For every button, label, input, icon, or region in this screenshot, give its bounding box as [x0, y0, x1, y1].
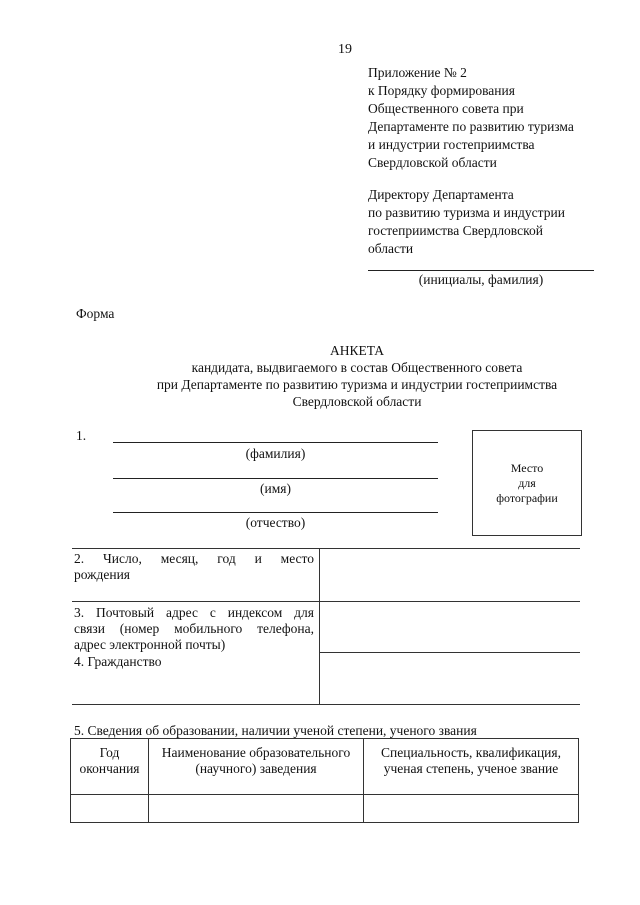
- questionnaire-title: [0, 342, 640, 410]
- info-row-birth-line: 2. Число, месяц, год и место: [74, 551, 314, 566]
- info-row-citizenship-line: 4. Гражданство: [74, 654, 162, 669]
- title-line: при Департаменте по развитию туризма и индустрии гостеприимства: [156, 377, 558, 392]
- institution-cell[interactable]: [149, 795, 364, 823]
- patronymic-caption: (отчество): [245, 515, 306, 530]
- title-line: Свердловской области: [292, 394, 422, 409]
- citizenship-value-cell[interactable]: [322, 655, 578, 702]
- info-table-row-border: [72, 601, 580, 602]
- appendix-line: Департаменте по развитию туризма: [368, 119, 574, 134]
- photo-placeholder: [472, 430, 582, 536]
- addressee-signature-line[interactable]: [368, 270, 594, 271]
- specialty-cell[interactable]: [364, 795, 579, 823]
- appendix-line: к Порядку формирования: [368, 83, 515, 98]
- info-row-address: [74, 605, 314, 653]
- section1-number: 1.: [76, 428, 87, 443]
- surname-field-line[interactable]: [113, 442, 438, 443]
- appendix-line: Приложение № 2: [368, 65, 467, 80]
- info-table-column-divider: [319, 548, 320, 704]
- table-row: [71, 795, 579, 823]
- appendix-line: и индустрии гостеприимства: [368, 137, 535, 152]
- addressee-line: Директору Департамента: [368, 187, 514, 202]
- address-value-cell[interactable]: [322, 604, 578, 650]
- addressee-line: гостеприимства Свердловской: [368, 223, 543, 238]
- form-label: Форма: [76, 306, 115, 321]
- info-row-address-line: 3. Почтовый адрес с индексом для: [74, 605, 314, 620]
- info-table-row-border: [320, 652, 580, 653]
- page-number: 19: [338, 42, 352, 57]
- addressee-line: по развитию туризма и индустрии: [368, 205, 565, 220]
- title-main: АНКЕТА: [329, 343, 385, 358]
- year-cell[interactable]: [71, 795, 149, 823]
- section5-title: 5. Сведения об образовании, наличии ученой степени, ученого звания: [74, 723, 477, 738]
- column-header-institution: Наименование образовательного (научного) заведения: [149, 739, 364, 795]
- surname-caption: (фамилия): [245, 446, 306, 461]
- patronymic-field-line[interactable]: [113, 512, 438, 513]
- info-row-citizenship: [74, 654, 314, 670]
- education-table: [70, 738, 579, 823]
- column-header-year: Год окончания: [71, 739, 149, 795]
- appendix-note: [368, 64, 574, 172]
- appendix-line: Свердловской области: [368, 155, 497, 170]
- firstname-caption: (имя): [260, 481, 291, 496]
- info-table-bottom-border: [72, 704, 580, 705]
- photo-caption-line: для: [518, 475, 536, 490]
- info-row-address-line: адрес электронной почты): [74, 637, 226, 652]
- education-table-header: [71, 739, 579, 795]
- birth-value-cell[interactable]: [322, 551, 578, 599]
- info-row-address-line: связи (номер мобильного телефона,: [74, 621, 314, 636]
- column-header-specialty: Специальность, квалификация, ученая степень, ученое звание: [364, 739, 579, 795]
- appendix-line: Общественного совета при: [368, 101, 524, 116]
- addressee-signature-caption: (инициалы, фамилия): [418, 272, 544, 287]
- firstname-field-line[interactable]: [113, 478, 438, 479]
- title-line: кандидата, выдвигаемого в состав Общественного совета: [191, 360, 523, 375]
- info-row-birth-line: рождения: [74, 567, 131, 582]
- addressee-block: [368, 186, 565, 258]
- info-table-top-border: [72, 548, 580, 549]
- addressee-line: области: [368, 241, 414, 256]
- info-row-birth: [74, 551, 314, 583]
- photo-caption-line: фотографии: [496, 490, 558, 505]
- photo-caption-line: Место: [510, 460, 544, 475]
